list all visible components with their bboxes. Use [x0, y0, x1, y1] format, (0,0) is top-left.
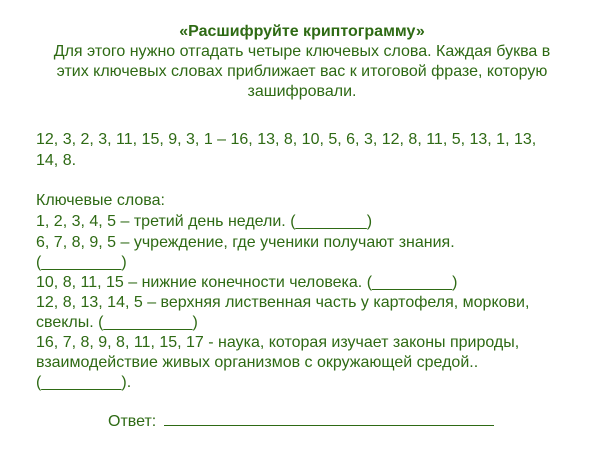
keyword-clue-4-cont: свеклы. (__________): [36, 314, 198, 331]
instructions-line-2: этих ключевых словах приближает вас к итоговой фразе, которую: [56, 63, 548, 80]
keywords-heading: Ключевые слова:: [36, 192, 165, 209]
instructions-line-3: зашифровали.: [247, 83, 357, 100]
keyword-clue-2: 6, 7, 8, 9, 5 – учреждение, где ученики получают знания.: [36, 234, 455, 251]
cipher-code-line-2: 14, 8.: [36, 152, 77, 169]
instructions-block: [20, 22, 584, 102]
answer-label: Ответ:: [108, 413, 157, 430]
answer-blank-line[interactable]: [164, 411, 494, 426]
keyword-clue-5-blank: (_________).: [36, 374, 132, 391]
keyword-clue-1: 1, 2, 3, 4, 5 – третий день недели. (________): [36, 213, 373, 230]
keyword-clue-5-cont: взаимодействие живых организмов с окружающей средой..: [36, 354, 479, 371]
worksheet-title: «Расшифруйте криптограмму»: [179, 23, 425, 40]
instructions-line-1: Для этого нужно отгадать четыре ключевых слова. Каждая буква в: [53, 43, 551, 60]
keyword-clue-3: 10, 8, 11, 15 – нижние конечности человека. (_________): [36, 274, 458, 291]
answer-row: [108, 411, 494, 432]
keyword-clue-5: 16, 7, 8, 9, 8, 11, 15, 17 - наука, которая изучает законы природы,: [36, 334, 520, 351]
keyword-clue-2-blank: (_________): [36, 254, 127, 271]
cipher-code-line-1: 12, 3, 2, 3, 11, 15, 9, 3, 1 – 16, 13, 8, 10, 5, 6, 3, 12, 8, 11, 5, 13, 1, 13,: [36, 131, 537, 148]
keyword-clue-4: 12, 8, 13, 14, 5 – верхняя лиственная часть у картофеля, моркови,: [36, 294, 530, 311]
